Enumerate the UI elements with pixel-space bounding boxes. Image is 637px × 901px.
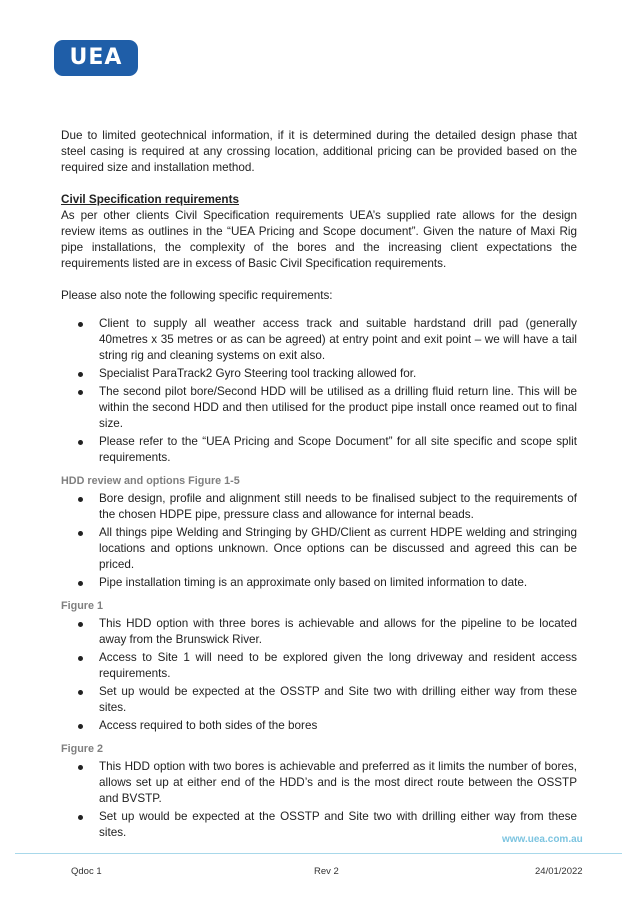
bullet-icon [78, 690, 83, 695]
figure-2-list [61, 759, 577, 841]
bullet-icon [78, 765, 83, 770]
list-item: The second pilot bore/Second HDD will be utilised as a drilling fluid return line. This will be within the second HDD and then utilised for the product pipe install once reamed out to final size. [61, 384, 577, 432]
list-item: Set up would be expected at the OSSTP and Site two with drilling either way from these sites. [61, 684, 577, 716]
hdd-heading: HDD review and options Figure 1-5 [61, 475, 240, 487]
list-item: Access required to both sides of the bores [61, 718, 577, 734]
footer-divider [15, 853, 622, 854]
civil-list [61, 316, 577, 466]
list-item: Bore design, profile and alignment still needs to be finalised subject to the requirements of the chosen HDPE pipe, pressure class and allowance for internal beads. [61, 491, 577, 523]
figure-1-list [61, 616, 577, 734]
footer-date: 24/01/2022 [535, 866, 583, 877]
bullet-icon [78, 724, 83, 729]
bullet-icon [78, 497, 83, 502]
bullet-icon [78, 581, 83, 586]
list-item: Specialist ParaTrack2 Gyro Steering tool tracking allowed for. [61, 366, 577, 382]
bullet-icon [78, 622, 83, 627]
list-item: Please refer to the “UEA Pricing and Scope Document” for all site specific and scope split requirements. [61, 434, 577, 466]
logo-text: UEA [69, 45, 123, 70]
uea-logo [54, 40, 138, 76]
list-item: This HDD option with three bores is achievable and allows for the pipeline to be located away from the Brunswick River. [61, 616, 577, 648]
bullet-icon [78, 440, 83, 445]
footer-doc-id: Qdoc 1 [71, 866, 102, 877]
intro-paragraph: Due to limited geotechnical information, if it is determined during the detailed design phase that steel casing is required at any crossing location, additional pricing can be provided based on the required size and installation method. [61, 129, 577, 174]
bullet-icon [78, 656, 83, 661]
document-body [61, 128, 577, 843]
list-item: Set up would be expected at the OSSTP and Site two with drilling either way from these sites. [61, 809, 577, 841]
civil-heading: Civil Specification requirements [61, 193, 239, 206]
footer-revision: Rev 2 [314, 866, 339, 877]
list-item: Access to Site 1 will need to be explored given the long driveway and resident access requirements. [61, 650, 577, 682]
list-item: This HDD option with two bores is achievable and preferred as it limits the number of bores, allows set up at either end of the HDD’s and is the most direct route between the OSSTP and BVSTP. [61, 759, 577, 807]
website-link[interactable]: www.uea.com.au [502, 834, 583, 845]
list-item: All things pipe Welding and Stringing by GHD/Client as current HDPE welding and stringing locations and options unknown. Once options can be discussed and agreed this can be priced. [61, 525, 577, 573]
bullet-icon [78, 372, 83, 377]
civil-note: Please also note the following specific requirements: [61, 289, 333, 302]
figure-2-heading: Figure 2 [61, 743, 103, 755]
civil-paragraph: As per other clients Civil Specification requirements UEA’s supplied rate allows for the design review items as outlines in the “UEA Pricing and Scope document”. Given the nature of Maxi Rig pipe installations, the complexity of the bores and the increasing client expectations the requirements listed are in excess of Basic Civil Specification requirements. [61, 209, 577, 270]
list-item: Pipe installation timing is an approximate only based on limited information to date. [61, 575, 577, 591]
bullet-icon [78, 322, 83, 327]
bullet-icon [78, 390, 83, 395]
bullet-icon [78, 531, 83, 536]
bullet-icon [78, 815, 83, 820]
hdd-list [61, 491, 577, 591]
figure-1-heading: Figure 1 [61, 600, 103, 612]
list-item: Client to supply all weather access track and suitable hardstand drill pad (generally 40metres x 35 metres or as can be agreed) at entry point and exit point – we will have a tail string rig and cleaning systems on exit also. [61, 316, 577, 364]
